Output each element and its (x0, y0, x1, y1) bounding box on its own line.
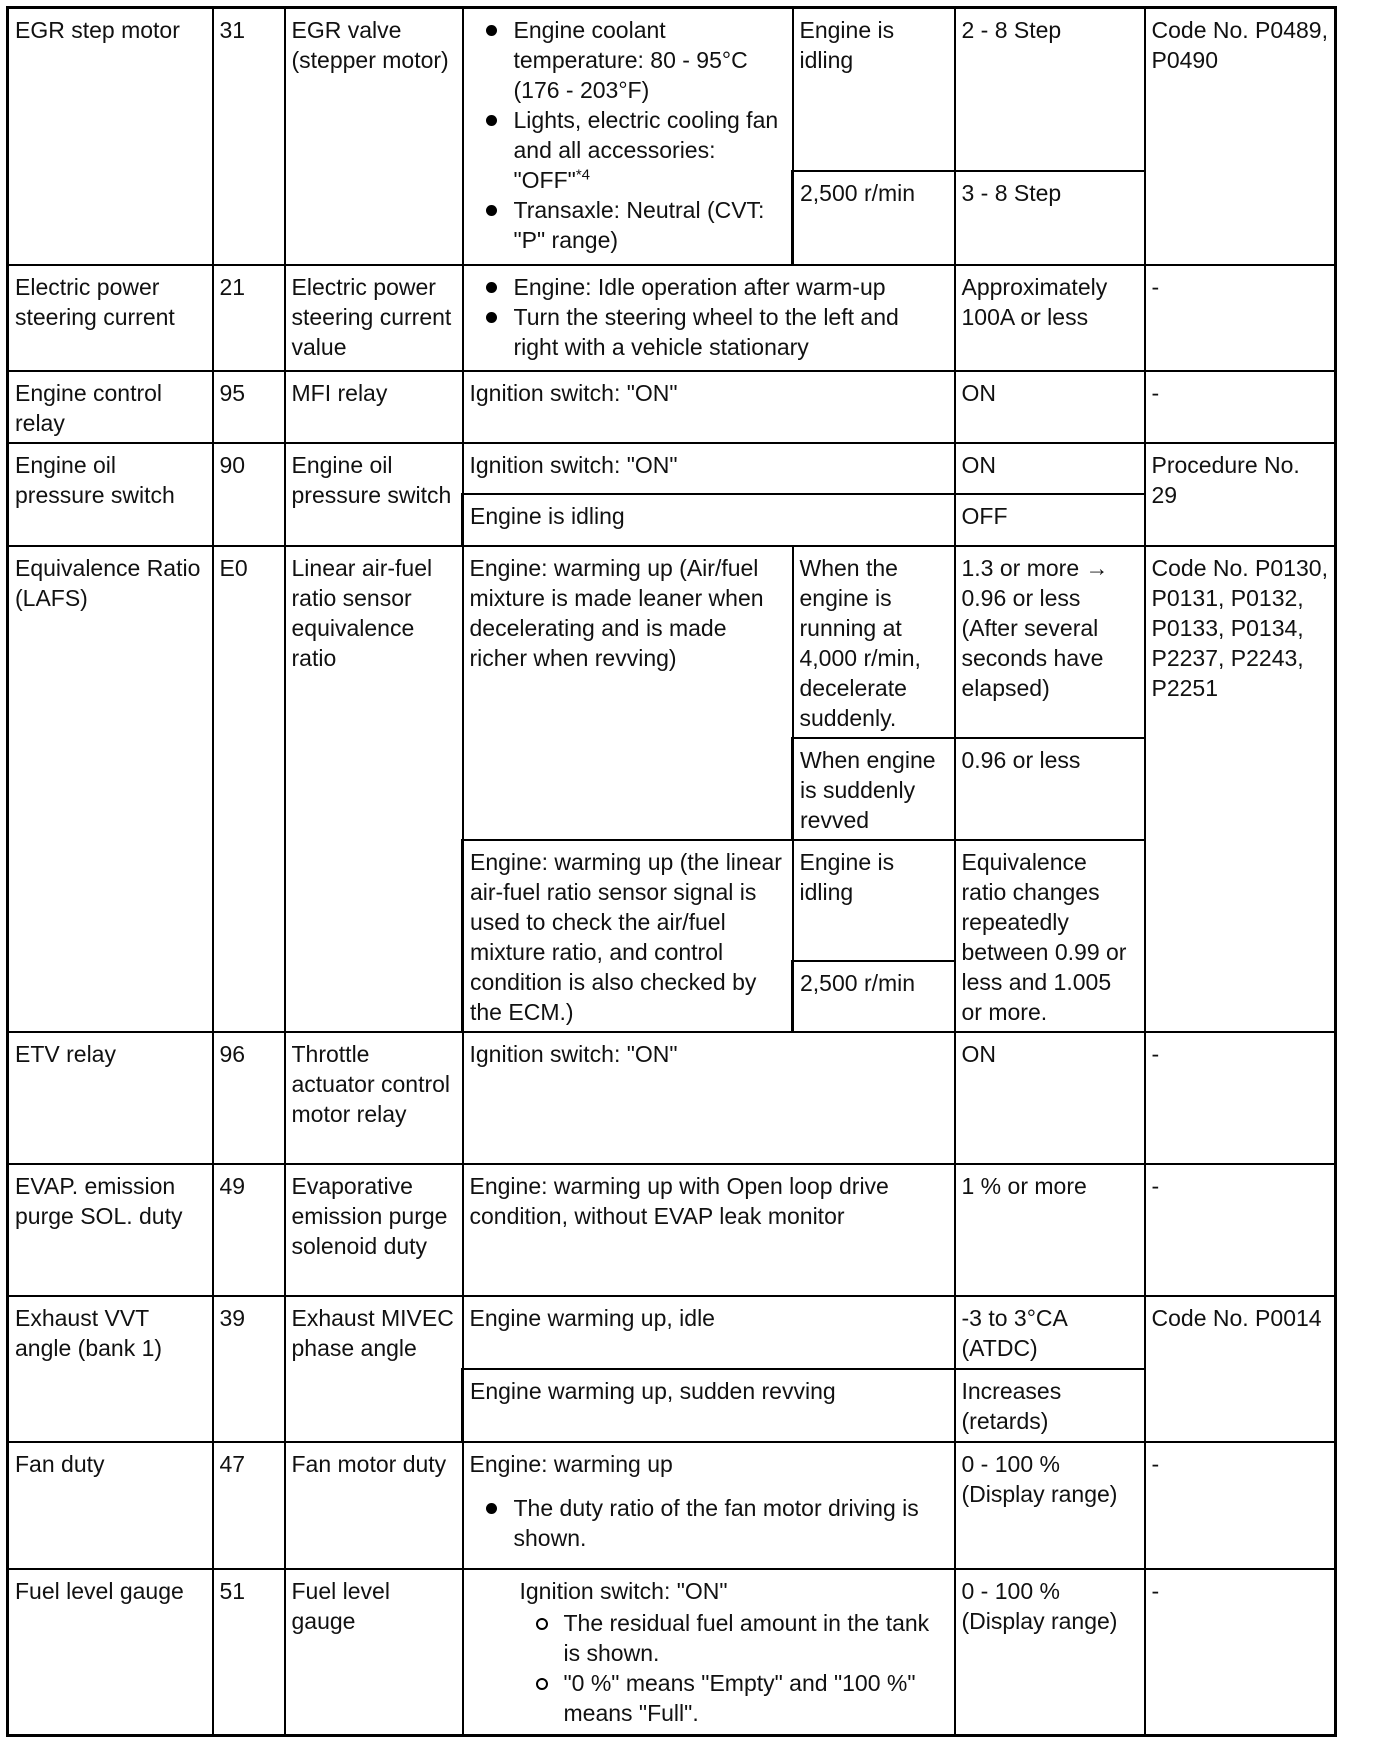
condition-cell: Engine is idling (463, 494, 955, 546)
item-cell: ETV relay (8, 1032, 213, 1164)
item-cell: Engine oil pressure switch (8, 443, 213, 546)
condition-cell: Engine warming up, sudden revving (463, 1369, 955, 1442)
table-row (8, 1164, 1336, 1296)
condition-cell (463, 1569, 955, 1736)
value-cell: 2 - 8 Step (955, 8, 1145, 171)
reference-cell: Code No. P0489, P0490 (1145, 8, 1336, 265)
name-cell: Throttle actuator control motor relay (285, 1032, 463, 1164)
sub-condition-cell: 2,500 r/min (793, 961, 955, 1032)
no-cell: 39 (213, 1296, 285, 1442)
name-cell: EGR valve (stepper motor) (285, 8, 463, 265)
value-cell: -3 to 3°CA (ATDC) (955, 1296, 1145, 1369)
condition-bullet: Transaxle: Neutral (CVT: "P" range) (470, 195, 786, 255)
value-cell: ON (955, 443, 1145, 494)
name-cell: Linear air-fuel ratio sensor equivalence ratio (285, 546, 463, 1032)
value-cell: ON (955, 371, 1145, 443)
reference-cell: - (1145, 1164, 1336, 1296)
no-cell: 21 (213, 265, 285, 371)
condition-text: Engine: warming up (469, 1450, 673, 1477)
name-cell: Electric power steering current value (285, 265, 463, 371)
footnote-ref: *4 (575, 166, 591, 184)
condition-sub-bullet: The residual fuel amount in the tank is shown. (470, 1608, 948, 1668)
reference-cell: Code No. P0130, P0131, P0132, P0133, P0134, P2237, P2243, P2251 (1145, 546, 1336, 1032)
table-row (8, 546, 1336, 738)
sub-condition-cell: 2,500 r/min (793, 171, 955, 265)
value-cell: OFF (955, 494, 1145, 546)
condition-cell (463, 1442, 955, 1569)
item-cell: Fan duty (8, 1442, 213, 1569)
condition-cell (463, 265, 955, 371)
table-row (8, 1569, 1336, 1736)
sub-condition-cell: When the engine is running at 4,000 r/min, decelerate suddenly. (793, 546, 955, 738)
item-cell: EGR step motor (8, 8, 213, 265)
sub-condition-cell: When engine is suddenly revved (793, 738, 955, 840)
value-cell: 0 - 100 % (Display range) (955, 1569, 1145, 1736)
condition-sub-bullet: "0 %" means "Empty" and "100 %" means "Full". (470, 1668, 948, 1728)
no-cell: 49 (213, 1164, 285, 1296)
item-cell: Equivalence Ratio (LAFS) (8, 546, 213, 1032)
value-cell: Equivalence ratio changes repeatedly between 0.99 or less and 1.005 or more. (955, 840, 1145, 1032)
condition-bullet: The duty ratio of the fan motor driving is shown. (470, 1493, 948, 1553)
value-cell: 0 - 100 % (Display range) (955, 1442, 1145, 1569)
condition-bullet: Engine coolant temperature: 80 - 95°C (176 - 203°F) (470, 15, 786, 105)
no-cell: E0 (213, 546, 285, 1032)
name-cell: Exhaust MIVEC phase angle (285, 1296, 463, 1442)
name-cell: Fuel level gauge (285, 1569, 463, 1736)
table-row (8, 1032, 1336, 1164)
item-cell: Electric power steering current (8, 265, 213, 371)
item-cell: Fuel level gauge (8, 1569, 213, 1736)
condition-cell: Engine: warming up (the linear air-fuel ratio sensor signal is used to check the air/fuel mixture ratio, and control condition is also checked by the ECM.) (463, 840, 793, 1032)
reference-cell: - (1145, 1442, 1336, 1569)
no-cell: 47 (213, 1442, 285, 1569)
table-row (8, 371, 1336, 443)
item-cell: EVAP. emission purge SOL. duty (8, 1164, 213, 1296)
condition-cell (463, 8, 793, 265)
name-cell: Evaporative emission purge solenoid duty (285, 1164, 463, 1296)
no-cell: 51 (213, 1569, 285, 1736)
no-cell: 31 (213, 8, 285, 265)
no-cell: 96 (213, 1032, 285, 1164)
condition-bullet: Lights, electric cooling fan and all accessories: "OFF"$^{*4}$ (470, 105, 786, 195)
condition-cell: Ignition switch: "ON" (463, 443, 955, 494)
table-row (8, 8, 1336, 171)
table-row (8, 1296, 1336, 1369)
table-row (8, 1442, 1336, 1569)
table-row (8, 443, 1336, 494)
name-cell: Fan motor duty (285, 1442, 463, 1569)
reference-cell: - (1145, 1032, 1336, 1164)
condition-bullet: Turn the steering wheel to the left and right with a vehicle stationary (470, 302, 948, 362)
sub-condition-cell: Engine is idling (793, 8, 955, 171)
value-cell: Increases (retards) (955, 1369, 1145, 1442)
reference-cell: Code No. P0014 (1145, 1296, 1336, 1442)
condition-cell: Ignition switch: "ON" (463, 371, 955, 443)
name-cell: MFI relay (285, 371, 463, 443)
condition-cell: Engine: warming up with Open loop drive condition, without EVAP leak monitor (463, 1164, 955, 1296)
item-cell: Exhaust VVT angle (bank 1) (8, 1296, 213, 1442)
value-cell: Approximately 100A or less (955, 265, 1145, 371)
reference-cell: - (1145, 371, 1336, 443)
table-row (8, 265, 1336, 371)
condition-cell: Engine warming up, idle (463, 1296, 955, 1369)
no-cell: 90 (213, 443, 285, 546)
reference-cell: Procedure No. 29 (1145, 443, 1336, 546)
no-cell: 95 (213, 371, 285, 443)
condition-text: Ignition switch: "ON" (519, 1577, 728, 1604)
reference-cell: - (1145, 1569, 1336, 1736)
condition-cell: Ignition switch: "ON" (463, 1032, 955, 1164)
value-cell: 1 % or more (955, 1164, 1145, 1296)
sub-condition-cell: Engine is idling (793, 840, 955, 961)
value-cell: 3 - 8 Step (955, 171, 1145, 265)
value-cell: 0.96 or less (955, 738, 1145, 840)
name-cell: Engine oil pressure switch (285, 443, 463, 546)
condition-cell: Engine: warming up (Air/fuel mixture is made leaner when decelerating and is made richer when revving) (463, 546, 793, 840)
item-cell: Engine control relay (8, 371, 213, 443)
inspection-table (6, 6, 1337, 1737)
value-cell: ON (955, 1032, 1145, 1164)
condition-bullet: Engine: Idle operation after warm-up (470, 272, 948, 302)
reference-cell: - (1145, 265, 1336, 371)
value-cell: 1.3 or more → 0.96 or less (After several seconds have elapsed) (955, 546, 1145, 738)
